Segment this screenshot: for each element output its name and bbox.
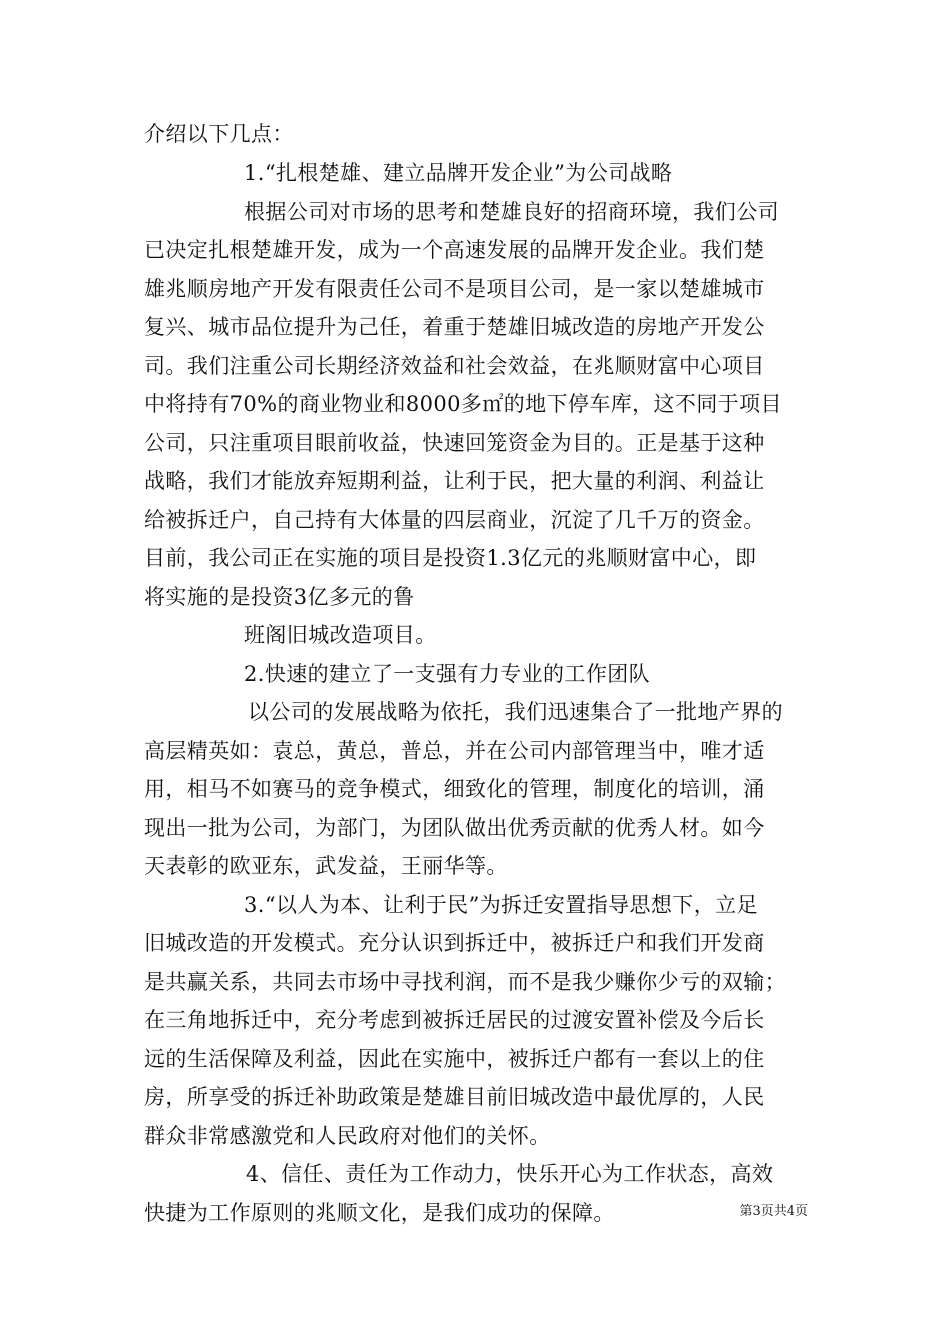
text-line: 司。我们注重公司长期经济效益和社会效益，在兆顺财富中心项目 [144, 354, 765, 378]
text-line: 旧城改造的开发模式。充分认识到拆迁中，被拆迁户和我们开发商 [144, 931, 765, 955]
heading-relocation: 3.“以人为本、让利于民”为拆迁安置指导思想下，立足 [244, 893, 758, 917]
text-line: 中将持有70%的商业物业和8000多㎡的地下停车库，这不同于项目 [144, 392, 782, 416]
heading-strategy: 1.“扎根楚雄、建立品牌开发企业”为公司战略 [244, 161, 673, 185]
text-line: 天表彰的欧亚东，武发益，王丽华等。 [144, 854, 508, 878]
text-line: 现出一批为公司，为部门，为团队做出优秀贡献的优秀人材。如今 [144, 816, 765, 840]
text-line: 群众非常感激党和人民政府对他们的关怀。 [144, 1124, 551, 1148]
page-number-footer: 第3页共4页 [739, 1204, 808, 1219]
text-line: 根据公司对市场的思考和楚雄良好的招商环境，我们公司 [244, 200, 779, 224]
text-line: 复兴、城市品位提升为己任，着重于楚雄旧城改造的房地产开发公 [144, 315, 765, 339]
text-line: 目前，我公司正在实施的项目是投资1.3亿元的兆顺财富中心，即 [144, 546, 757, 570]
text-line: 以公司的发展战略为依托，我们迅速集合了一批地产界的 [248, 700, 783, 724]
text-line: 在三角地拆迁中，充分考虑到被拆迁居民的过渡安置补偿及今后长 [144, 1008, 765, 1032]
text-line: 快捷为工作原则的兆顺文化，是我们成功的保障。 [144, 1201, 615, 1225]
text-line: 班阁旧城改造项目。 [244, 623, 437, 647]
text-line: 高层精英如：袁总，黄总，普总，并在公司内部管理当中，唯才适 [144, 739, 765, 763]
text-line: 房，所享受的拆迁补助政策是楚雄目前旧城改造中最优厚的，人民 [144, 1085, 765, 1109]
heading-team: 2.快速的建立了一支强有力专业的工作团队 [244, 662, 651, 686]
text-line: 是共赢关系，共同去市场中寻找利润，而不是我少赚你少亏的双输； [144, 970, 786, 994]
text-line: 用，相马不如赛马的竞争模式，细致化的管理，制度化的培训，涌 [144, 777, 765, 801]
text-line: 给被拆迁户，自己持有大体量的四层商业，沉淀了几千万的资金。 [144, 508, 765, 532]
text-line: 公司，只注重项目眼前收益，快速回笼资金为目的。正是基于这种 [144, 431, 765, 455]
text-line: 已决定扎根楚雄开发，成为一个高速发展的品牌开发企业。我们楚 [144, 238, 765, 262]
heading-culture: 4、信任、责任为工作动力，快乐开心为工作状态，高效 [246, 1162, 774, 1186]
text-line: 战略，我们才能放弃短期利益，让利于民，把大量的利润、利益让 [144, 469, 765, 493]
text-line: 将实施的是投资3亿多元的鲁 [144, 585, 415, 609]
text-line: 介绍以下几点： [144, 122, 294, 146]
text-line: 远的生活保障及利益，因此在实施中，被拆迁户都有一套以上的住 [144, 1047, 765, 1071]
text-line: 雄兆顺房地产开发有限责任公司不是项目公司，是一家以楚雄城市 [144, 277, 765, 301]
